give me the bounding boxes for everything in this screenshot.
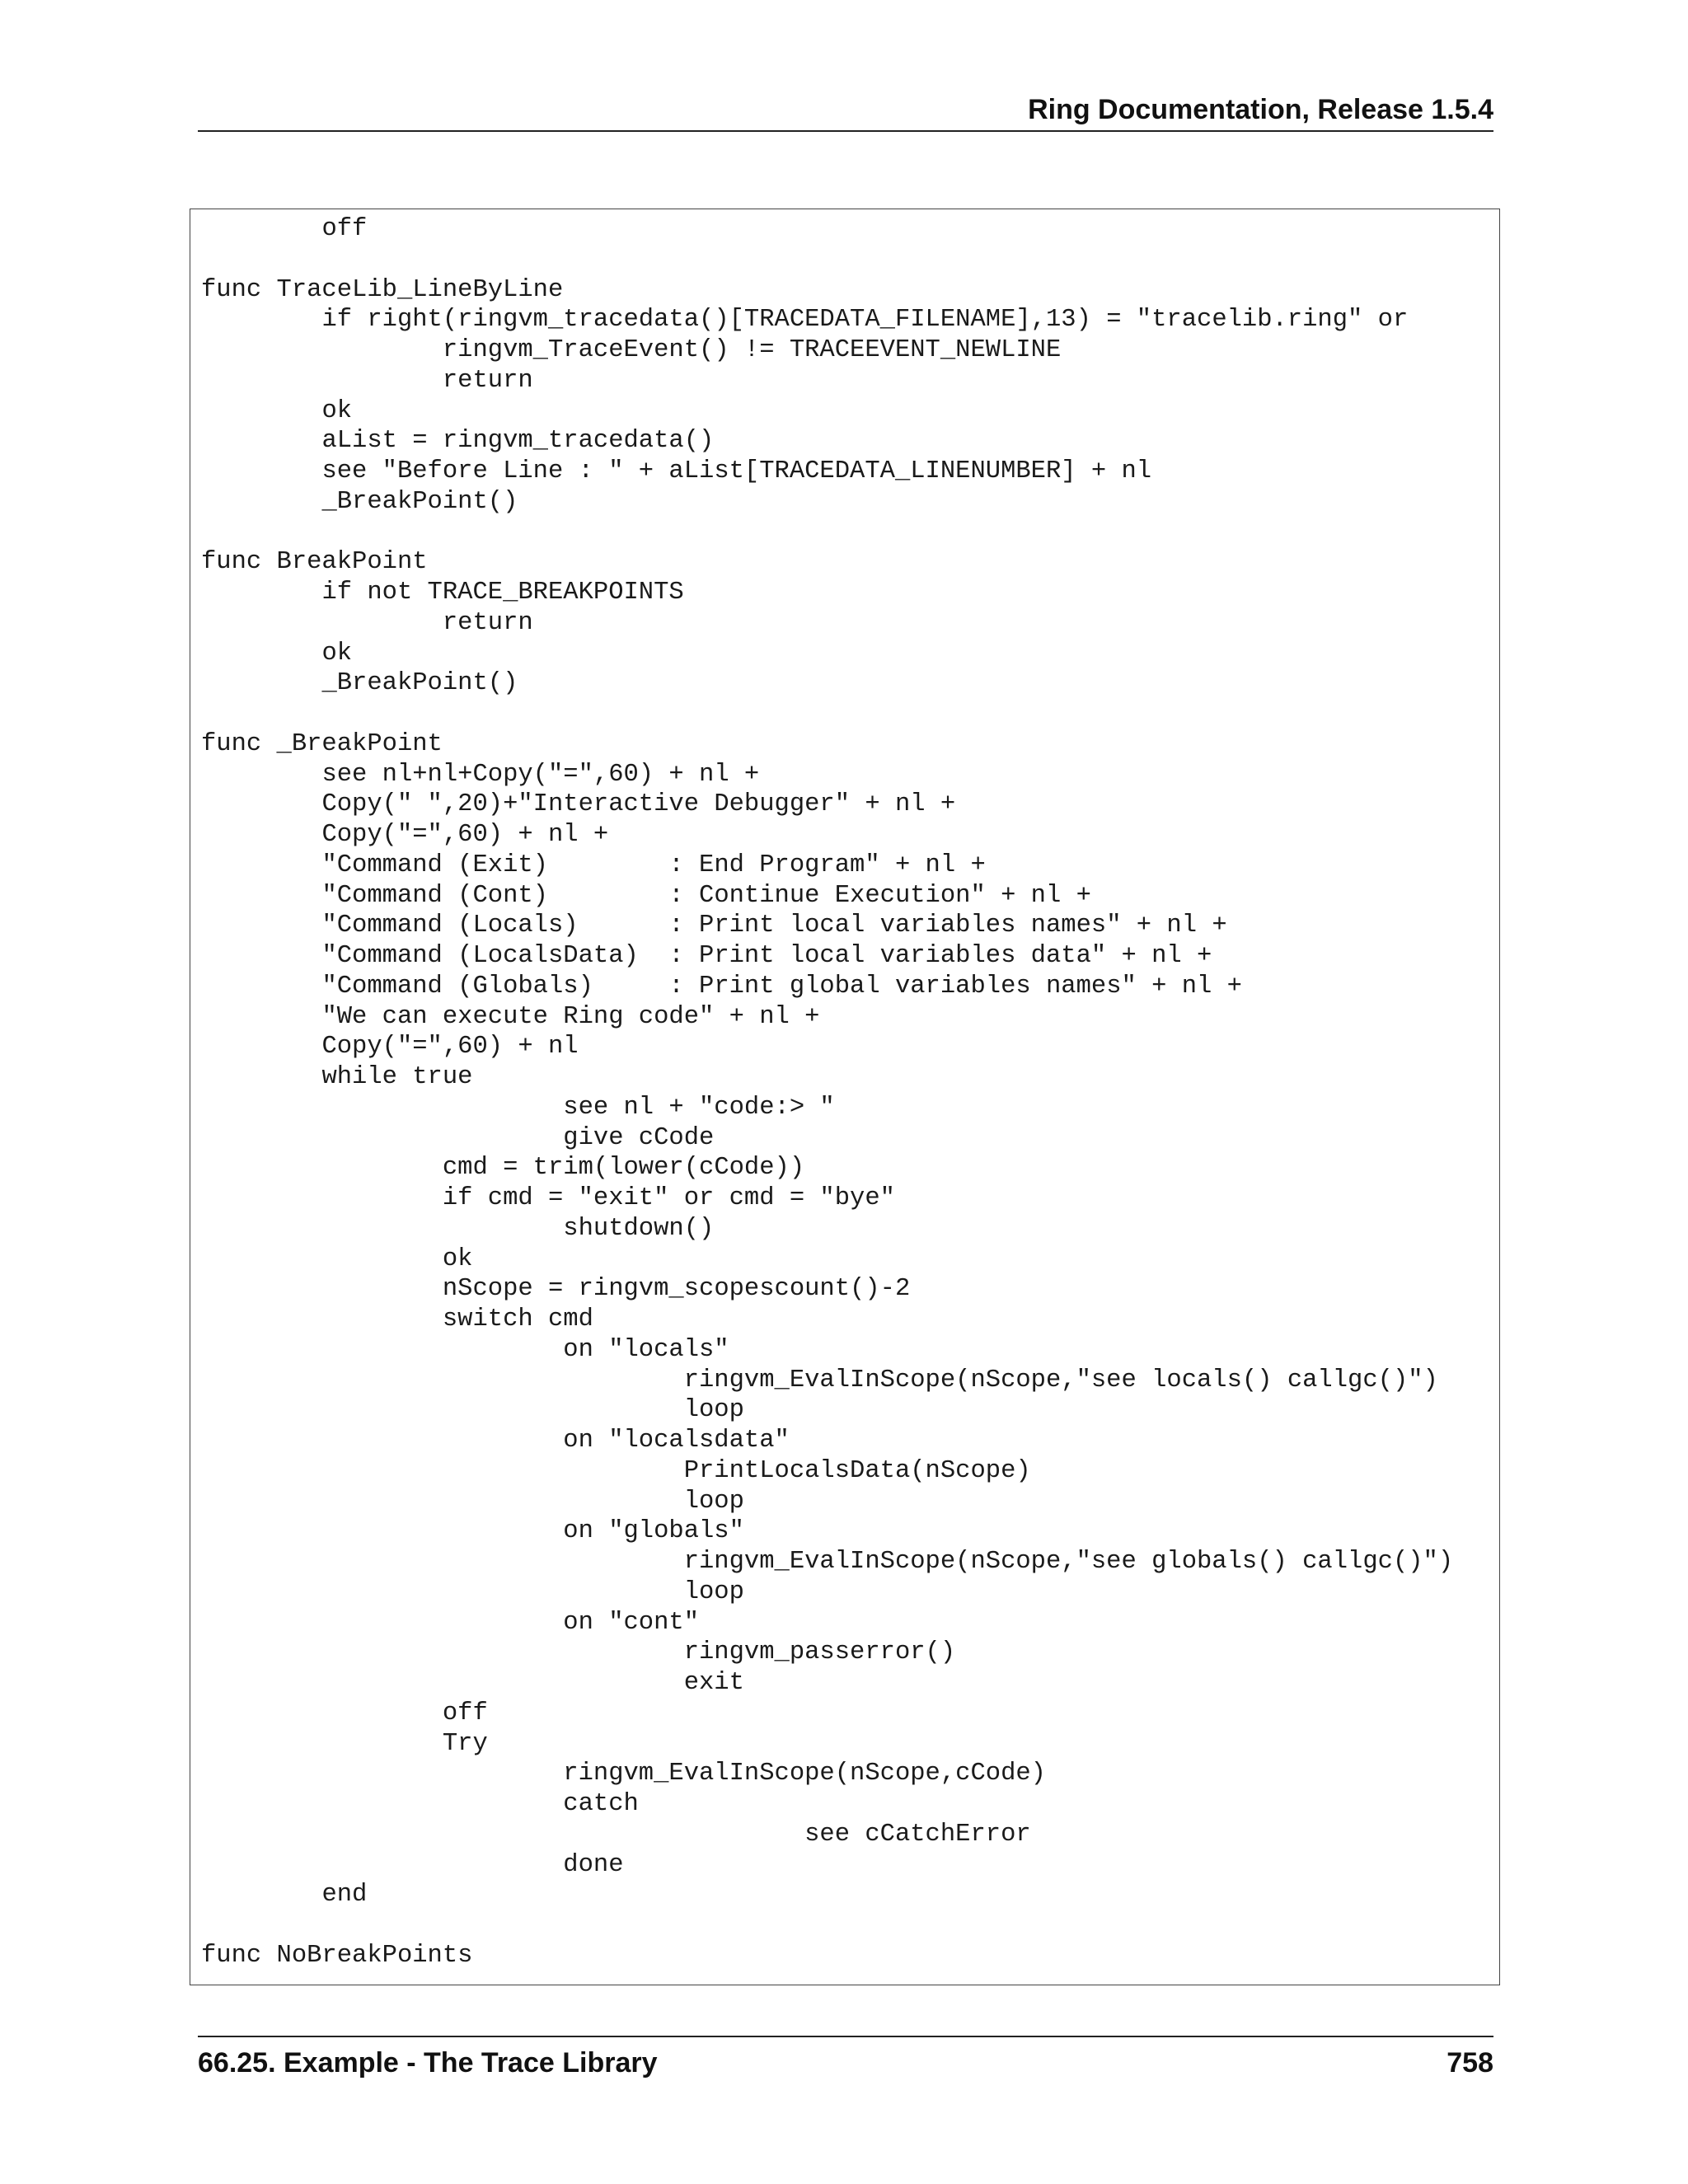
code-line: _BreakPoint() <box>201 487 518 516</box>
page-number: 758 <box>1447 2047 1493 2079</box>
code-line <box>201 699 1499 729</box>
code-line: end <box>201 1881 368 1910</box>
code-line: func TraceLib_LineByLine <box>201 275 564 304</box>
code-line: ok <box>201 639 353 668</box>
code-line: on "localsdata" <box>201 1427 790 1455</box>
page-header <box>198 92 1493 132</box>
code-line: on "globals" <box>201 1517 744 1546</box>
code-line: "Command (Globals) : Print global variables names" + nl + <box>201 972 1242 1001</box>
code-line: "Command (Cont) : Continue Execution" + nl + <box>201 881 1091 910</box>
code-line: while true <box>201 1063 473 1091</box>
code-line: func NoBreakPoints <box>201 1941 473 1970</box>
code-line <box>201 518 1499 548</box>
code-line: "We can execute Ring code" + nl + <box>201 1002 820 1031</box>
code-line: _BreakPoint() <box>201 669 518 698</box>
code-line: cmd = trim(lower(cCode)) <box>201 1154 805 1183</box>
code-line: see nl+nl+Copy("=",60) + nl + <box>201 760 760 789</box>
code-line: Copy("=",60) + nl <box>201 1033 579 1062</box>
code-line: ringvm_EvalInScope(nScope,cCode) <box>201 1760 1046 1788</box>
code-line: Try <box>201 1729 488 1758</box>
code-line: see cCatchError <box>201 1820 1031 1849</box>
code-line: "Command (LocalsData) : Print local variables data" + nl + <box>201 942 1212 970</box>
code-line <box>201 1910 1499 1941</box>
code-line <box>201 245 1499 275</box>
code-line: if not TRACE_BREAKPOINTS <box>201 579 684 607</box>
code-line: off <box>201 215 368 243</box>
code-line: shutdown() <box>201 1214 715 1243</box>
code-line: "Command (Locals) : Print local variables names" + nl + <box>201 912 1227 940</box>
code-line: PrintLocalsData(nScope) <box>201 1456 1031 1485</box>
code-line: aList = ringvm_tracedata() <box>201 427 715 456</box>
code-line: "Command (Exit) : End Program" + nl + <box>201 851 986 879</box>
code-line: on "locals" <box>201 1335 729 1364</box>
code-line: exit <box>201 1669 744 1697</box>
code-line: on "cont" <box>201 1608 700 1637</box>
code-line: nScope = ringvm_scopescount()-2 <box>201 1275 911 1304</box>
code-line: return <box>201 608 533 637</box>
code-line: ringvm_EvalInScope(nScope,"see globals() callgc()") <box>201 1548 1454 1576</box>
code-line: done <box>201 1850 624 1879</box>
code-line: see nl + "code:> " <box>201 1093 835 1122</box>
code-line: func _BreakPoint <box>201 729 443 758</box>
code-line: loop <box>201 1577 744 1606</box>
code-line: ringvm_TraceEvent() != TRACEEVENT_NEWLINE <box>201 336 1062 364</box>
code-line: func BreakPoint <box>201 548 428 577</box>
code-line: loop <box>201 1396 744 1425</box>
page-footer <box>198 2036 1493 2079</box>
code-line: Copy(" ",20)+"Interactive Debugger" + nl + <box>201 790 956 819</box>
code-line: return <box>201 366 533 395</box>
code-line: if right(ringvm_tracedata()[TRACEDATA_FILENAME],13) = "tracelib.ring" or <box>201 306 1409 335</box>
code-line: Copy("=",60) + nl + <box>201 821 609 849</box>
code-line: ok <box>201 1244 473 1273</box>
code-block <box>190 209 1500 1985</box>
code-line: see "Before Line : " + aList[TRACEDATA_LINENUMBER] + nl <box>201 457 1152 485</box>
code-line: off <box>201 1699 488 1727</box>
section-title: 66.25. Example - The Trace Library <box>198 2047 658 2079</box>
code-line: if cmd = "exit" or cmd = "bye" <box>201 1184 895 1212</box>
code-line: loop <box>201 1487 744 1516</box>
code-line: ok <box>201 396 353 425</box>
code-line: switch cmd <box>201 1305 593 1333</box>
code-line: ringvm_EvalInScope(nScope,"see locals() callgc()") <box>201 1366 1438 1394</box>
code-line: give cCode <box>201 1123 715 1152</box>
code-line: catch <box>201 1790 639 1818</box>
code-listing <box>190 209 1499 1971</box>
code-line: ringvm_passerror() <box>201 1638 956 1667</box>
document-title: Ring Documentation, Release 1.5.4 <box>1028 94 1493 125</box>
